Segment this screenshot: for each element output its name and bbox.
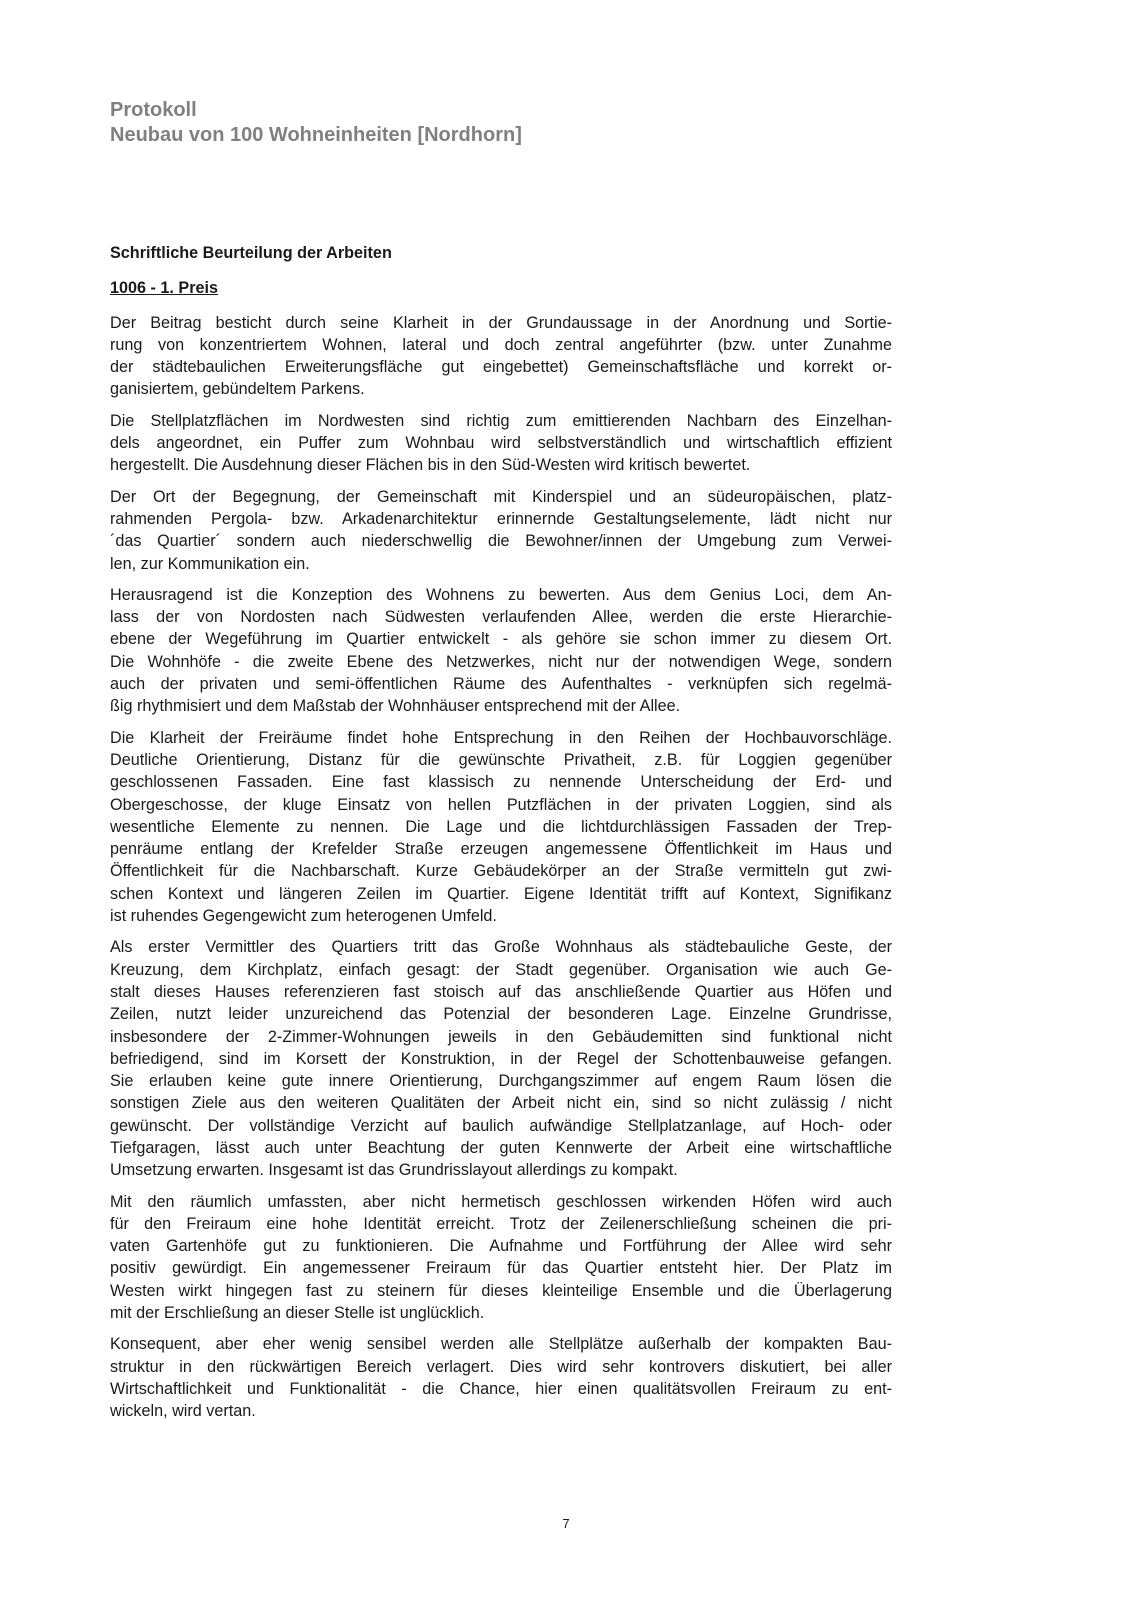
paragraph (110, 1333, 892, 1422)
paragraph-line: ist ruhendes Gegengewicht zum heterogenen Umfeld. (110, 907, 497, 926)
paragraph (110, 312, 892, 401)
paragraph-line: Deutliche Orientierung, Distanz für die gewünschte Privatheit, z.B. für Loggien gegenüber (110, 750, 892, 769)
paragraph-line: Die Klarheit der Freiräume findet hohe Entsprechung in den Reihen der Hochbauvorschläge. (110, 728, 892, 747)
paragraph-line: Der Ort der Begegnung, der Gemeinschaft mit Kinderspiel und an südeuropäischen, platz- (110, 487, 892, 506)
paragraph-line: befriedigend, sind im Korsett der Konstruktion, in der Regel der Schottenbauweise gefangen. (110, 1049, 892, 1068)
paragraph-line: Kreuzung, dem Kirchplatz, einfach gesagt: der Stadt gegenüber. Organisation wie auch Ge- (110, 960, 892, 979)
paragraph-line: positiv gewürdigt. Ein angemessener Freiraum für das Quartier entsteht hier. Der Platz im (110, 1259, 892, 1278)
paragraph-line: wesentliche Elemente zu nennen. Die Lage und die lichtdurchlässigen Fassaden der Trep- (110, 817, 892, 836)
paragraph-line: ßig rhythmisiert und dem Maßstab der Wohnhäuser entsprechend mit der Allee. (110, 697, 681, 716)
paragraph (110, 486, 892, 575)
paragraph (110, 936, 892, 1181)
paragraph-line: mit der Erschließung an dieser Stelle ist unglücklich. (110, 1304, 485, 1323)
paragraph-line: Mit den räumlich umfassten, aber nicht hermetisch geschlossen wirkenden Höfen wird auch (110, 1192, 892, 1211)
header-title: Protokoll (110, 99, 197, 121)
paragraph-line: lass der von Nordosten nach Südwesten verlaufenden Allee, werden die erste Hierarchie- (110, 608, 892, 627)
paragraph-line: Die Stellplatzflächen im Nordwesten sind richtig zum emittierenden Nachbarn des Einzelhan- (110, 411, 892, 430)
paragraph-line: gewünscht. Der vollständige Verzicht auf baulich aufwändige Stellplatzanlage, auf Hoch- oder (110, 1116, 892, 1135)
paragraph-line: Die Wohnhöfe - die zweite Ebene des Netzwerkes, nicht nur der notwendigen Wege, sondern (110, 652, 892, 671)
document-body (110, 242, 892, 1432)
paragraph (110, 1191, 892, 1325)
paragraph-line: Herausragend ist die Konzeption des Wohnens zu bewerten. Aus dem Genius Loci, dem An- (110, 585, 892, 604)
paragraph-line: dels angeordnet, ein Puffer zum Wohnbau wird selbstverständlich und wirtschaftlich effizient (110, 434, 892, 453)
paragraph-line: Wirtschaftlichkeit und Funktionalität - die Chance, hier einen qualitätsvollen Freiraum zu ent- (110, 1379, 892, 1398)
paragraph-line: hergestellt. Die Ausdehnung dieser Flächen bis in den Süd-Westen wird kritisch bewertet. (110, 456, 751, 475)
paragraph-line: sonstigen Ziele aus den weiteren Qualitäten der Arbeit nicht ein, sind so nicht zulässig / nicht (110, 1094, 892, 1113)
document-header (110, 98, 1010, 148)
paragraph (110, 584, 892, 718)
page-number: 7 (562, 1516, 570, 1531)
paragraph-line: vaten Gartenhöfe gut zu funktionieren. Die Aufnahme und Fortführung der Allee wird sehr (110, 1237, 892, 1256)
entry-title: 1006 - 1. Preis (110, 279, 218, 298)
paragraph-line: Öffentlichkeit für die Nachbarschaft. Kurze Gebäudekörper an der Straße vermitteln gut zwi- (110, 862, 892, 881)
header-subtitle: Neubau von 100 Wohneinheiten [Nordhorn] (110, 124, 522, 146)
paragraph-line: Sie erlauben keine gute innere Orientierung, Durchgangszimmer auf engem Raum lösen die (110, 1072, 892, 1091)
paragraph-line: Der Beitrag besticht durch seine Klarheit in der Grundaussage in der Anordnung und Sortie- (110, 313, 892, 332)
paragraph-line: ganisiertem, gebündeltem Parkens. (110, 380, 365, 399)
paragraph-line: ´das Quartier´ sondern auch niederschwellig die Bewohner/innen der Umgebung zum Verwei- (110, 532, 892, 551)
paragraph-line: Zeilen, nutzt leider unzureichend das Potenzial der besonderen Lage. Einzelne Grundrisse, (110, 1005, 892, 1024)
paragraph (110, 727, 892, 928)
paragraph-line: penräume entlang der Krefelder Straße erzeugen angemessene Öffentlichkeit im Haus und (110, 840, 892, 859)
paragraph-line: ebene der Wegeführung im Quartier entwickelt - als gehöre sie schon immer zu diesem Ort. (110, 630, 892, 649)
paragraph-line: rung von konzentriertem Wohnen, lateral und doch zentral angeführter (bzw. unter Zunahme (110, 335, 892, 354)
section-title: Schriftliche Beurteilung der Arbeiten (110, 244, 392, 262)
paragraph-line: für den Freiraum eine hohe Identität erreicht. Trotz der Zeilenerschließung scheinen die pri- (110, 1214, 892, 1233)
paragraph-line: Westen wirkt hingegen fast zu steinern für dieses kleinteilige Ensemble und die Überlagerung (110, 1281, 892, 1300)
paragraph-line: geschlossenen Fassaden. Eine fast klassisch zu nennende Unterscheidung der Erd- und (110, 773, 892, 792)
paragraph-line: struktur in den rückwärtigen Bereich verlagert. Dies wird sehr kontrovers diskutiert, bei aller (110, 1357, 892, 1376)
paragraph-line: schen Kontext und längeren Zeilen im Quartier. Eigene Identität trifft auf Kontext, Signifikanz (110, 884, 892, 903)
paragraph-line: auch der privaten und semi-öffentlichen Räume des Aufenthaltes - verknüpfen sich regelmä- (110, 675, 892, 694)
paragraph-line: Konsequent, aber eher wenig sensibel werden alle Stellplätze außerhalb der kompakten Bau- (110, 1335, 892, 1354)
paragraph-line: der städtebaulichen Erweiterungsfläche gut eingebettet) Gemeinschaftsfläche und korrekt or- (110, 358, 892, 377)
paragraph-line: Umsetzung erwarten. Insgesamt ist das Grundrisslayout allerdings zu kompakt. (110, 1161, 678, 1180)
paragraph-line: Als erster Vermittler des Quartiers tritt das Große Wohnhaus als städtebauliche Geste, der (110, 938, 892, 957)
paragraph-line: Obergeschosse, der kluge Einsatz von hellen Putzflächen in der privaten Loggien, sind als (110, 795, 892, 814)
paragraph-line: insbesondere der 2-Zimmer-Wohnungen jeweils in den Gebäudemitten sind funktional nicht (110, 1027, 892, 1046)
paragraph-line: Tiefgaragen, lässt auch unter Beachtung der guten Kennwerte der Arbeit eine wirtschaftliche (110, 1138, 892, 1157)
paragraph-line: rahmenden Pergola- bzw. Arkadenarchitektur erinnernde Gestaltungselemente, lädt nicht nur (110, 509, 892, 528)
paragraph (110, 410, 892, 477)
paragraph-line: wickeln, wird vertan. (110, 1402, 256, 1421)
paragraph-line: stalt dieses Hauses referenzieren fast stoisch auf das anschließende Quartier aus Höfen und (110, 982, 892, 1001)
paragraph-line: len, zur Kommunikation ein. (110, 554, 310, 573)
paragraph-list (110, 312, 892, 1423)
